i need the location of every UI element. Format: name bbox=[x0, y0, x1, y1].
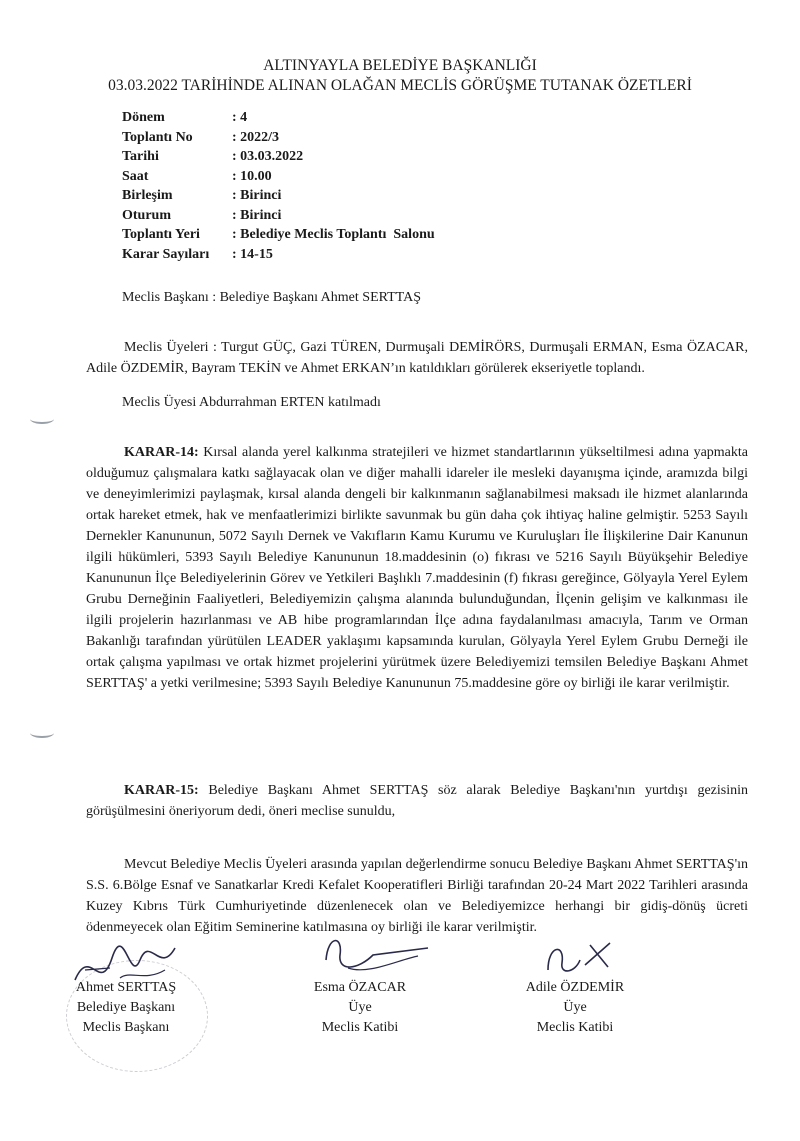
absent-line: Meclis Üyesi Abdurrahman ERTEN katılmadı bbox=[122, 395, 381, 410]
meta-row: Karar Sayıları : 14-15 bbox=[122, 246, 273, 262]
meta-row: Dönem : 4 bbox=[122, 110, 248, 125]
signer-role: Meclis Katibi bbox=[321, 1020, 399, 1035]
chair-line: Meclis Başkanı : Belediye Başkanı Ahmet SERTTAŞ bbox=[122, 290, 422, 305]
signer-role: Meclis Başkanı bbox=[82, 1020, 170, 1035]
signer-role: Belediye Başkanı bbox=[76, 1000, 176, 1015]
margin-mark bbox=[30, 728, 54, 738]
decision-14-text: Kırsal alanda yerel kalkınma stratejileri ve hizmet standartlarının yükseltilmesi adına yapmakta olduğumuz çalışmalara katkı sağlayacak olan ve diğer mahalli idareler ile mesleki dayanışma içinde, aramızda bilgi ve deneyimlerimizi paylaşmak, kırsal alanda dengeli bir kalkınmanın sağlanabilmesi maksadı ile hizmet alanlarında ortak hareket etmek, hak ve menfaatlerimizi birlikte savunmak bu gün daha çok ihtiyaç haline gelmiştir. 5253 Sayılı Dernekler Kanununun, 5072 Sayılı Dernek ve Vakıfların Kamu Kurumu ve Kuruluşları İle İlişkilerine Dair Kanunun ilgili hükümleri, 5393 Sayılı Belediye Kanununun 18.maddesinin (o) fıkrası ve 5216 Sayılı Büyükşehir Belediye Kanununun İlçe Belediyelerinin Görev ve Yetkileri Başlıklı 7.maddesinin (f) fıkrası gereğince, Gölyayla Yerel Eylem Grubu Derneğinin Faaliyetleri, Belediyemizin çalışma alanında bulunduğundan, İlçenin gelişim ve kalkınması ile ilgili projelerin hazırlanması ve AB hibe programlarından İlçe adına faydalanılması amacıyla, Tarım ve Orman Bakanlığı tarafından yürütülen LEADER yaklaşımı kapsamında kurulan, Gölyayla Yerel Eylem Grubu Derneği ile ortak çalışma yapılması ve ortak hizmet projelerini yürütmek üzere Belediyemizi temsilen Belediye Başkanı Ahmet SERTTAŞ' a yetki verilmesine; 5393 Sayılı Belediye Kanununun 75.maddesine göre oy birliği ile karar verilmiştir. bbox=[86, 445, 748, 691]
signature-chair bbox=[66, 978, 186, 1038]
signer-name: Adile ÖZDEMİR bbox=[525, 980, 625, 995]
signer-name: Ahmet SERTTAŞ bbox=[75, 980, 177, 995]
meeting-details bbox=[122, 108, 435, 264]
meta-row: Oturum : Birinci bbox=[122, 207, 282, 223]
signature-mark-member2 bbox=[540, 935, 620, 980]
decision-14-label: KARAR-14: bbox=[124, 445, 199, 460]
members-paragraph: Meclis Üyeleri : Turgut GÜÇ, Gazi TÜREN, Durmuşali DEMİRÖRS, Durmuşali ERMAN, Esma ÖZACAR, Adile ÖZDEMİR, Bayram TEKİN ve Ahmet ERKAN’ın katıldıkları görülerek ekseriyetle toplandı. bbox=[86, 340, 748, 376]
decision-15-text: Belediye Başkanı Ahmet SERTTAŞ söz alarak Belediye Başkanı'nın yurtdışı gezisinin görüşülmesini öneriyorum dedi, öneri meclise sunuldu, bbox=[86, 783, 748, 819]
document-title: 03.03.2022 TARİHİNDE ALINAN OLAĞAN MECLİS GÖRÜŞME TUTANAK ÖZETLERİ bbox=[108, 77, 692, 94]
margin-mark bbox=[30, 414, 54, 424]
signature-member-2 bbox=[510, 978, 640, 1038]
signer-role: Meclis Katibi bbox=[536, 1020, 614, 1035]
signer-name: Esma ÖZACAR bbox=[313, 980, 407, 995]
meta-row: Saat : 10.00 bbox=[122, 168, 272, 184]
decision-15-label: KARAR-15: bbox=[124, 783, 199, 798]
decision-15-result: Mevcut Belediye Meclis Üyeleri arasında yapılan değerlendirme sonucu Belediye Başkanı Ahmet SERTTAŞ'ın S.S. 6.Bölge Esnaf ve Sanatkarlar Kredi Kefalet Kooperatifleri Birliği tarafından 20-24 Mart 2022 Tarihleri arasında Kuzey Kıbrıs Türk Cumhuriyetinde düzenlenecek olan ve Belediyemizce herhangi bir gidiş-dönüş ücreti ödenmeyecek olan Eğitim Seminerine katılmasına oy birliği ile karar verilmiştir. bbox=[86, 857, 748, 935]
meta-row: Tarihi : 03.03.2022 bbox=[122, 149, 304, 164]
signer-role: Üye bbox=[348, 1000, 372, 1015]
meta-row: Birleşim : Birinci bbox=[122, 188, 282, 203]
signer-role: Üye bbox=[563, 1000, 587, 1015]
document-header bbox=[0, 56, 800, 96]
meta-row: Toplantı Yeri : Belediye Meclis Toplantı Salonu bbox=[122, 227, 435, 242]
meta-row: Toplantı No : 2022/3 bbox=[122, 129, 280, 145]
signature-mark-member1 bbox=[318, 930, 438, 980]
decision-15 bbox=[86, 780, 748, 822]
municipality-title: ALTINYAYLA BELEDİYE BAŞKANLIĞI bbox=[263, 57, 537, 74]
decision-14 bbox=[86, 442, 748, 694]
signature-member-1 bbox=[300, 978, 420, 1038]
